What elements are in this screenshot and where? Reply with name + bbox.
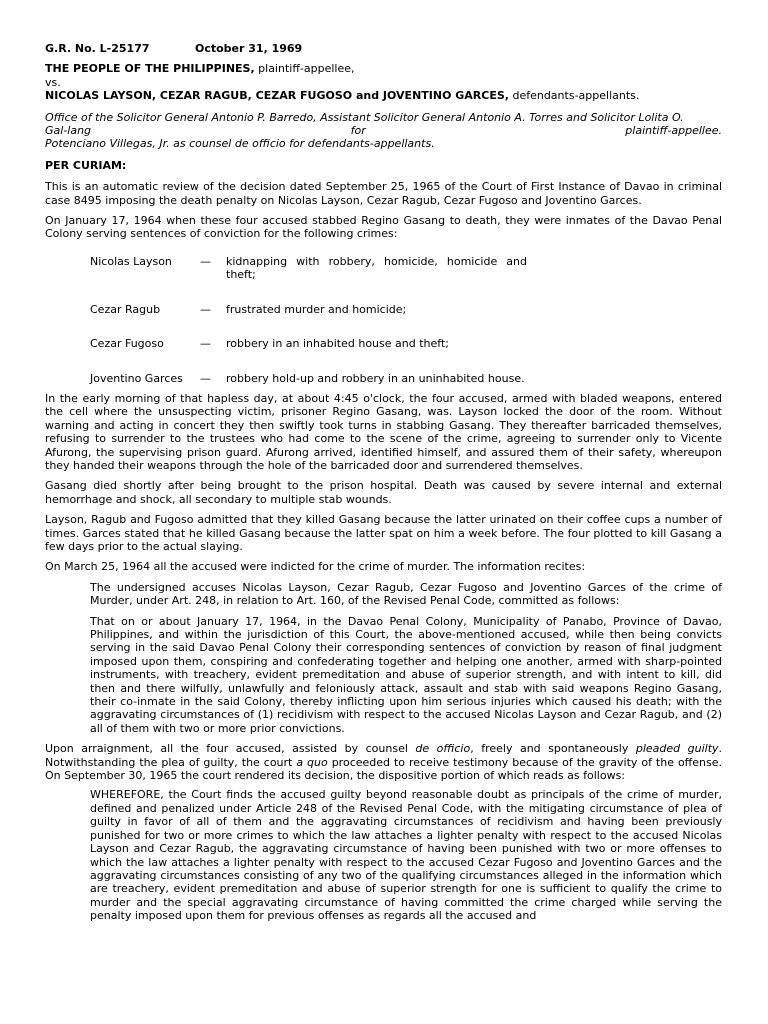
quote-information-2: That on or about January 17, 1964, in the Davao Penal Colony, Municipality of Panabo, Province of Davao, Philippines, and within the jurisdiction of this Court, the above-mentioned accused, while then being convicts serving in the said Davao Penal Colony their corresponding sentences of conviction by reason of final judgment imposed upon them, conspiring and confederating together and helping one another, armed with sharp-pointed instruments, with treachery, evident premeditation and abuse of superior strength, and with intent to kill, did then and there wilfully, unlawfully and feloniously attack, assault and stab with said weapons Regino Gasang, their co-inmate in the said Colony, thereby inflicting upon him serious injuries which caused his death; with the aggravating circumstances of (1) recidivism with respect to the accused Nicolas Layson and Cezar Ragub, and (2) all of them with two or more prior convictions. (90, 614, 722, 735)
counsel-line-1: Office of the Solicitor General Antonio P. Barredo, Assistant Solicitor General Antonio A. Torres and Solicitor Lolita O. (45, 110, 684, 124)
quote-dispositive: WHEREFORE, the Court finds the accused guilty beyond reasonable doubt as principals of the crime of murder, defined and penalized under Article 248 of the Revised Penal Code, with the mitigating circumstance of plea of guilty in favor of all of them and the aggravating circumstances of recidivism and having been previously punished for two or more crimes to which the law attaches a lighter penalty with respect to the accused Nicolas Layson and Cezar Ragub, the aggravating circumstance of having been punished with two or more offenses to which the law attaches a lighter penalty with respect to the accused Cezar Fugoso and Joventino Garces and the aggravating circumstances consisting of any two of the qualifying circumstances alleged in the information which are treachery, evident premeditation and abuse of superior strength for one is sufficient to qualify the crime to murder and the special aggravating circumstance of having committed the crime charged while serving the penalty imposed upon them for previous offenses as regards all the accused and (90, 788, 722, 923)
counsel-line-3: Potenciano Villegas, Jr. as counsel de officio for defendants-appellants. (45, 137, 435, 151)
defendant-role: defendants-appellants. (508, 89, 640, 103)
per-curiam-heading: PER CURIAM: (45, 158, 127, 172)
crime-row-dash: — (200, 337, 211, 351)
counsel-role-appellee: plaintiff-appellee. (625, 124, 722, 138)
crime-row (90, 255, 527, 282)
crime-row (90, 303, 527, 316)
crime-row-name: Cezar Ragub (90, 302, 161, 316)
case-header (45, 42, 722, 55)
paragraph-7 (45, 742, 722, 782)
p7-part-c: , freely and spontaneously (470, 742, 636, 756)
quote-information-1: The undersigned accuses Nicolas Layson, Cezar Ragub, Cezar Fugoso and Joventino Garces of the crime of Murder, under Art. 248, in relation to Art. 160, of the Revised Penal Code, committed as follows: (90, 580, 722, 608)
crime-row-dash: — (200, 371, 211, 385)
p7-de-officio: de officio (415, 742, 471, 756)
p7-a-quo: a quo (296, 755, 328, 769)
crime-row-crime: frustrated murder and homicide; (226, 302, 407, 316)
defendant-names: NICOLAS LAYSON, CEZAR RAGUB, CEZAR FUGOSO and JOVENTINO GARCES, (45, 89, 509, 103)
crimes-list (90, 255, 527, 385)
crime-row-name: Cezar Fugoso (90, 337, 164, 351)
counsel-for: for (350, 124, 366, 138)
case-date: October 31, 1969 (195, 42, 303, 55)
paragraph-1: This is an automatic review of the decision dated September 25, 1965 of the Court of First Instance of Davao in criminal case 8495 imposing the death penalty on Nicolas Layson, Cezar Ragub, Cezar Fugoso and Joventino Garces. (45, 180, 722, 207)
crime-row-dash: — (200, 302, 211, 316)
paragraph-5: Layson, Ragub and Fugoso admitted that they killed Gasang because the latter urinated on their coffee cups a number of times. Garces stated that he killed Gasang because the latter spat on him a week before. The four plotted to kill Gasang a few days prior to the actual slaying. (45, 513, 722, 553)
case-number: G.R. No. L-25177 (45, 42, 150, 55)
paragraph-6: On March 25, 1964 all the accused were indicted for the crime of murder. The information recites: (45, 560, 586, 574)
counsel-name-gallang: Gal-lang (45, 124, 92, 138)
crime-row (90, 337, 527, 350)
crime-row-crime: robbery hold-up and robbery in an uninhabited house. (226, 371, 525, 385)
crime-row-name: Joventino Garces (90, 371, 183, 385)
crime-row (90, 372, 527, 385)
p7-pleaded-guilty: pleaded guilty (635, 742, 719, 756)
parties (45, 62, 722, 102)
p7-part-a: Upon arraignment, all the four accused, assisted by counsel (45, 742, 416, 756)
crime-row-crime: robbery in an inhabited house and theft; (226, 337, 449, 351)
paragraph-2: On January 17, 1964 when these four accused stabbed Regino Gasang to death, they were inmates of the Davao Penal Colony serving sentences of conviction for the following crimes: (45, 214, 722, 241)
counsel-block (45, 111, 722, 151)
document (45, 42, 722, 923)
paragraph-4: Gasang died shortly after being brought to the prison hospital. Death was caused by severe internal and external hemorrhage and shock, all secondary to multiple stab wounds. (45, 479, 722, 506)
paragraph-3: In the early morning of that hapless day, at about 4:45 o'clock, the four accused, armed with bladed weapons, entered the cell where the unsuspecting victim, prisoner Regino Gasang, was. Layson locked the door of the room. Without warning and acting in concert they then swiftly took turns in stabbing Gasang. They thereafter barricaded themselves, refusing to surrender to the trustees who had come to the scene of the crime, agreeing to surrender only to Vicente Afurong, the supervising prison guard. Afurong arrived, identified himself, and assured them of their safety, whereupon they handed their weapons through the hole of the barricaded door and surrendered themselves. (45, 391, 722, 472)
crime-row-name: Nicolas Layson (90, 254, 172, 268)
versus: vs. (45, 75, 61, 89)
plaintiff-role: plaintiff-appellee, (254, 62, 355, 76)
p7-part-e: . Notwithstanding the plea of guilty, the court (45, 742, 723, 769)
crime-row-dash: — (200, 254, 211, 268)
crime-row-crime: kidnapping with robbery, homicide, homicide and theft; (226, 254, 527, 282)
plaintiff-name: THE PEOPLE OF THE PHILIPPINES, (45, 62, 255, 76)
p7-part-g: proceeded to receive testimony because of the gravity of the offense. On September 30, 1965 the court rendered its decision, the dispositive portion of which reads as follows: (45, 755, 722, 783)
